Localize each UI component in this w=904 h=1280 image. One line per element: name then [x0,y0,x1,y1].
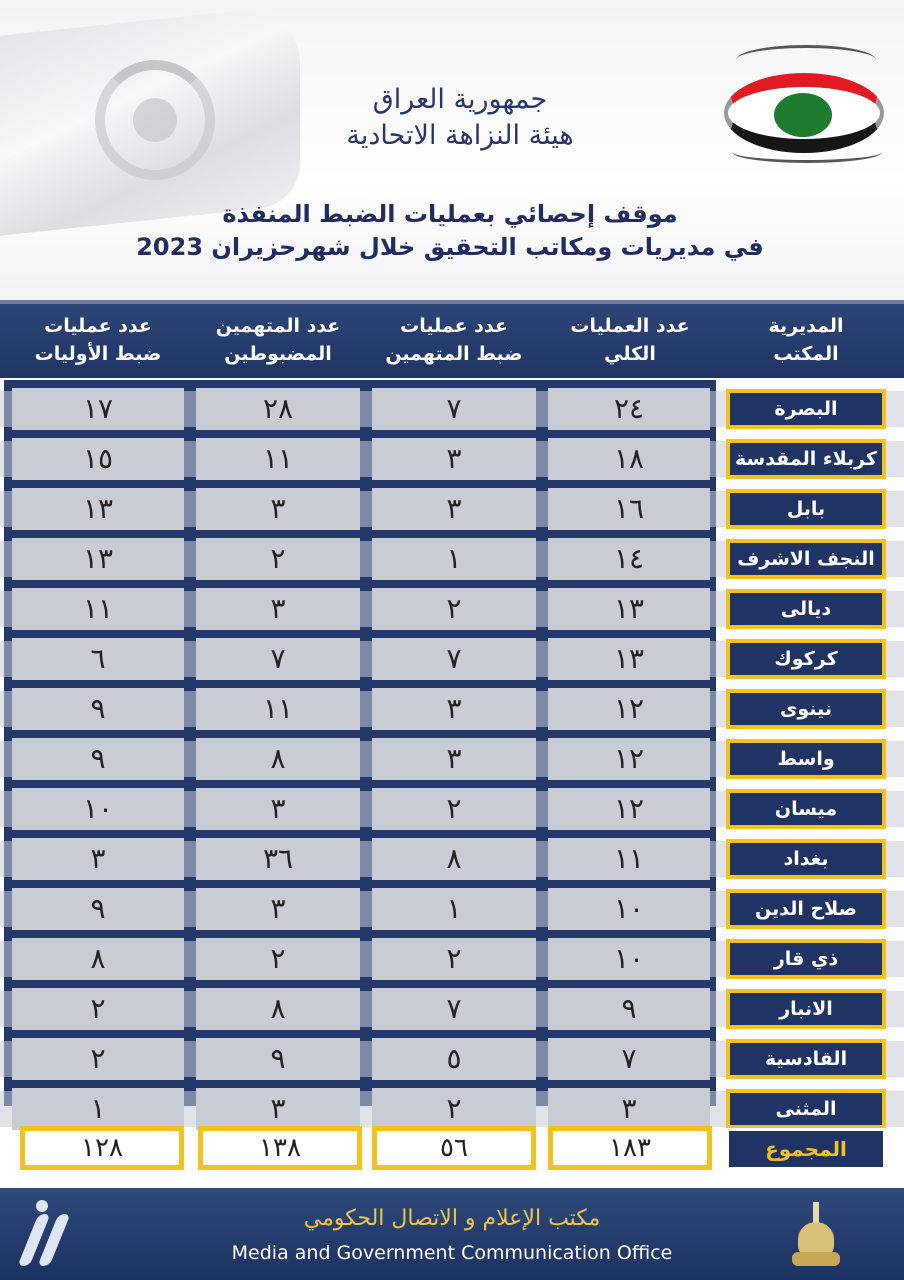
accused-caught-cell: ٣ [196,788,360,830]
prelim-ops-cell: ٩ [12,688,184,730]
directorate-name: ميسان [730,793,882,825]
accused-caught-cell: ٨ [196,738,360,780]
prelim-ops-cell: ١٣ [12,488,184,530]
accused-ops-cell: ١ [372,888,536,930]
prelim-ops-cell: ٩ [12,738,184,780]
header-accused-ops: عدد عمليات ضبط المتهمين [385,315,523,365]
total-ops-cell: ٣ [548,1088,710,1130]
accused-caught-cell: ١١ [196,438,360,480]
accused-ops-cell: ٢ [372,1088,536,1130]
faded-commission-logo [95,60,215,180]
prelim-ops-cell: ١ [12,1088,184,1130]
totals-label: المجموع [729,1131,883,1167]
directorate-name-box [726,889,886,929]
total-ops-cell: ١٢ [548,788,710,830]
directorate-name-box [726,939,886,979]
prelim-ops-cell: ١١ [12,588,184,630]
accused-ops-cell: ٢ [372,788,536,830]
directorate-name-box [726,839,886,879]
accused-caught-cell: ٣٦ [196,838,360,880]
header-total-ops: عدد العمليات الكلي [570,315,690,365]
total-ops-cell: ١٠ [548,938,710,980]
accused-caught-cell: ٣ [196,588,360,630]
header-titles [330,82,590,154]
directorate-name: بابل [730,493,882,525]
directorate-name: واسط [730,743,882,775]
header-prelim-ops: عدد عمليات ضبط الأوليات [34,315,162,365]
prelim-ops-cell: ١٣ [12,538,184,580]
total-ops-cell: ١٠ [548,888,710,930]
directorate-name: البصرة [730,393,882,425]
directorate-name-box [726,1039,886,1079]
title-line-2: في مديريات ومكاتب التحقيق خلال شهرحزيران 2023 [136,233,764,261]
directorate-name-box [726,439,886,479]
country-name: جمهورية العراق [372,84,548,115]
accused-ops-sum: ٥٦ [377,1131,531,1165]
directorate-name-box [726,739,886,779]
total-ops-cell: ١٢ [548,688,710,730]
government-logo-icon [792,1202,840,1270]
prelim-ops-cell: ٦ [12,638,184,680]
accused-ops-cell: ٣ [372,688,536,730]
total-ops-cell: ١٤ [548,538,710,580]
accused-ops-cell: ١ [372,538,536,580]
directorate-name-box [726,1089,886,1129]
accused-caught-cell: ٢٨ [196,388,360,430]
ina-logo-icon [14,1200,76,1270]
accused-caught-cell: ٣ [196,488,360,530]
directorate-name: ديالى [730,593,882,625]
total-ops-sum: ١٨٣ [553,1131,707,1165]
title-line-1: موقف إحصائي بعمليات الضبط المنفذة [222,200,678,228]
report-title [80,198,820,264]
directorate-name: المثنى [730,1093,882,1125]
total-ops-cell: ١٣ [548,588,710,630]
prelim-ops-cell: ٢ [12,1038,184,1080]
prelim-ops-cell: ١٠ [12,788,184,830]
total-ops-cell: ١٣ [548,638,710,680]
accused-ops-cell: ٧ [372,388,536,430]
header [0,0,904,300]
directorate-name: النجف الاشرف [730,543,882,575]
header-directorate: المديرية المكتب [768,315,844,365]
accused-sum-box [198,1126,362,1170]
accused-caught-cell: ٣ [196,1088,360,1130]
accused-caught-cell: ١١ [196,688,360,730]
directorate-name: صلاح الدين [730,893,882,925]
directorate-name: ذي قار [730,943,882,975]
prelim-ops-cell: ١٥ [12,438,184,480]
accused-ops-cell: ٣ [372,738,536,780]
directorate-name-box [726,689,886,729]
prelim-ops-cell: ١٧ [12,388,184,430]
directorate-name-box [726,489,886,529]
directorate-name: كركوك [730,643,882,675]
accused-ops-cell: ٨ [372,838,536,880]
footer [0,1188,904,1280]
total-ops-cell: ١٦ [548,488,710,530]
accused-ops-cell: ٧ [372,638,536,680]
office-name-arabic: مكتب الإعلام و الاتصال الحكومي [303,1206,601,1231]
directorate-name: بغداد [730,843,882,875]
total-ops-cell: ٢٤ [548,388,710,430]
prelim-ops-cell: ٩ [12,888,184,930]
accused-ops-cell: ٢ [372,588,536,630]
directorate-name: كربلاء المقدسة [730,443,882,475]
directorate-name-box [726,639,886,679]
prelim-ops-cell: ٨ [12,938,184,980]
table-header [0,300,904,378]
directorate-name-box [726,789,886,829]
directorate-name-box [726,989,886,1029]
accused-caught-cell: ٢ [196,938,360,980]
accused-ops-cell: ٧ [372,988,536,1030]
total-ops-cell: ١٢ [548,738,710,780]
total-ops-cell: ٩ [548,988,710,1030]
directorate-name: نينوى [730,693,882,725]
directorate-name-box [726,389,886,429]
prelim-ops-cell: ٣ [12,838,184,880]
commission-logo [716,45,886,165]
prelim-sum: ١٢٨ [25,1131,179,1165]
directorate-name-box [726,589,886,629]
accused-caught-cell: ٩ [196,1038,360,1080]
total-ops-cell: ١٨ [548,438,710,480]
accused-ops-cell: ٢ [372,938,536,980]
office-name-english: Media and Government Communication Office [231,1242,673,1264]
total-ops-cell: ١١ [548,838,710,880]
accused-caught-cell: ٨ [196,988,360,1030]
directorate-name: القادسية [730,1043,882,1075]
accused-ops-sum-box [372,1126,536,1170]
statistics-table [0,300,904,1188]
iraq-map-icon [774,93,832,137]
accused-ops-cell: ٥ [372,1038,536,1080]
commission-name: هيئة النزاهة الاتحادية [346,120,574,151]
accused-sum: ١٣٨ [203,1131,357,1165]
header-accused-caught: عدد المتهمين المضبوطين [215,315,341,365]
directorate-name-box [726,539,886,579]
accused-caught-cell: ٢ [196,538,360,580]
accused-ops-cell: ٣ [372,438,536,480]
total-ops-sum-box [548,1126,712,1170]
total-ops-cell: ٧ [548,1038,710,1080]
accused-caught-cell: ٧ [196,638,360,680]
prelim-ops-cell: ٢ [12,988,184,1030]
directorate-name: الانبار [730,993,882,1025]
prelim-sum-box [20,1126,184,1170]
accused-caught-cell: ٣ [196,888,360,930]
accused-ops-cell: ٣ [372,488,536,530]
totals-label-box [726,1128,886,1170]
